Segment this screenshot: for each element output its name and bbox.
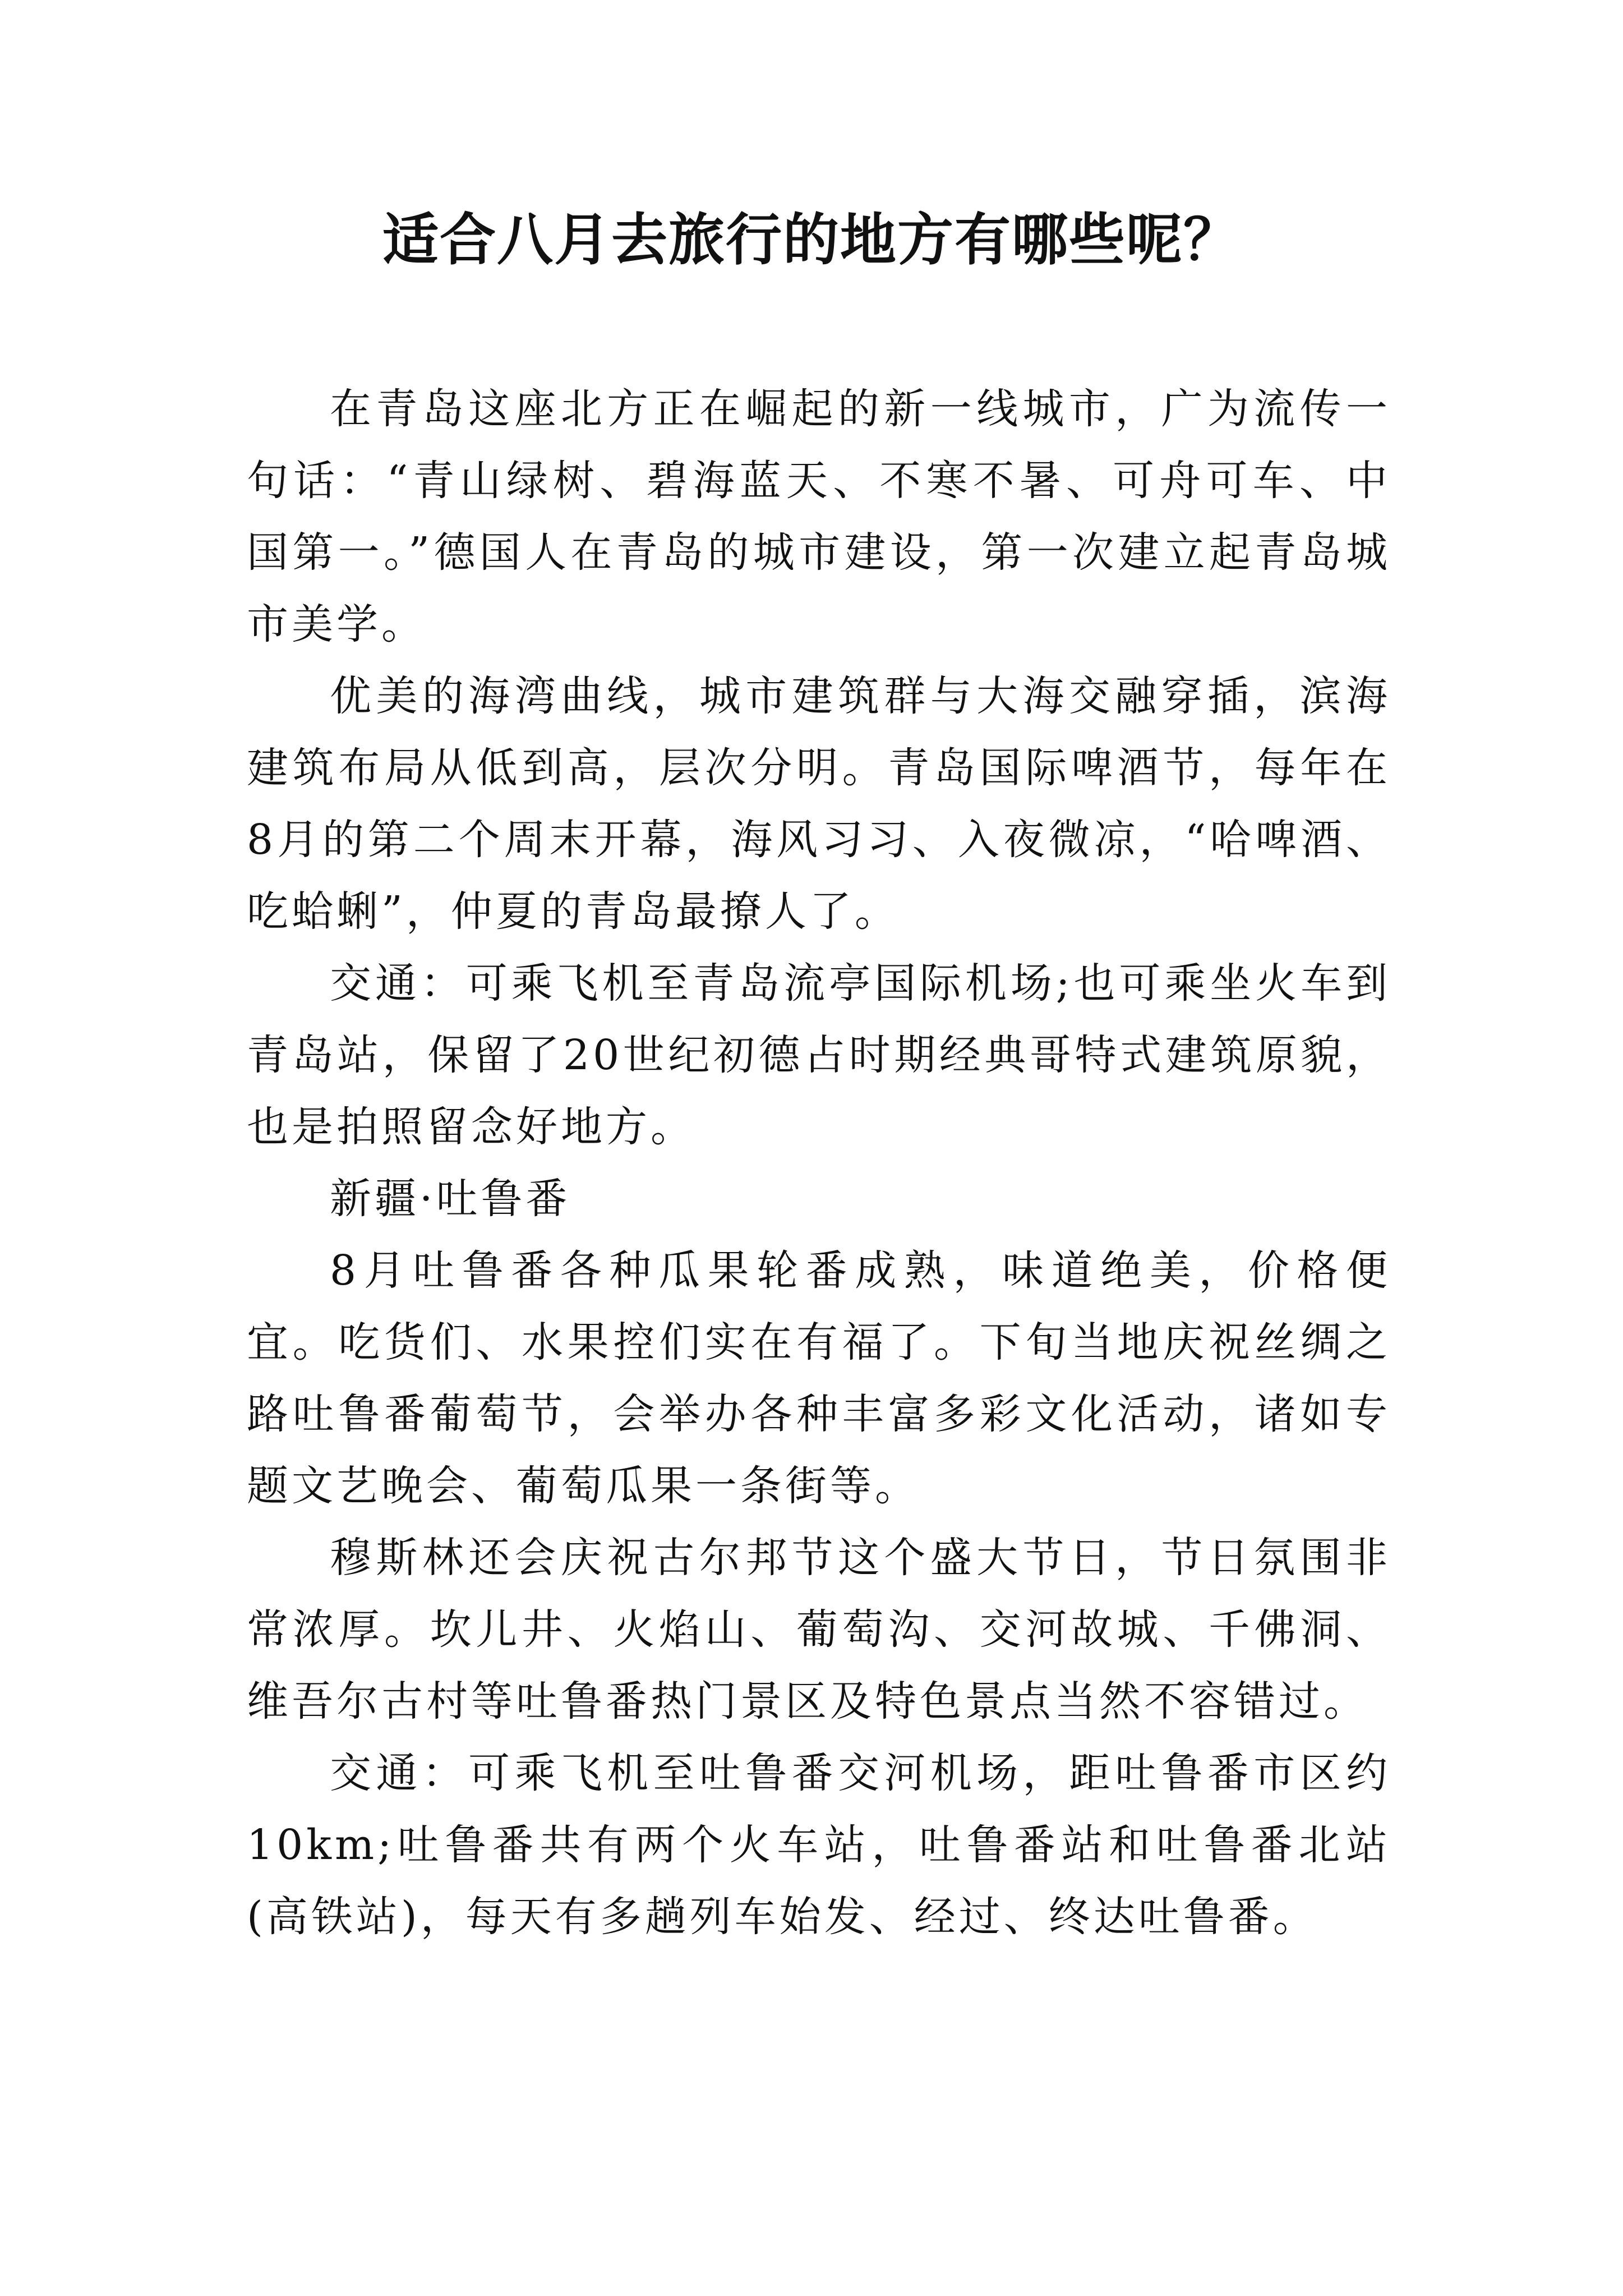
paragraph-qingdao-transport: 交通：可乘飞机至青岛流亭国际机场;也可乘坐火车到青岛站，保留了20世纪初德占时期经典哥特式建筑原貌，也是拍照留念好地方。 (247, 959, 1391, 1151)
paragraph-turpan-festival: 穆斯林还会庆祝古尔邦节这个盛大节日，节日氛围非常浓厚。坎儿井、火焰山、葡萄沟、交河故城、千佛洞、维吾尔古村等吐鲁番热门景区及特色景点当然不容错过。 (247, 1534, 1391, 1726)
section-heading-turpan: 新疆·吐鲁番 (330, 1175, 571, 1223)
paragraph-qingdao-beer-festival: 优美的海湾曲线，城市建筑群与大海交融穿插，滨海建筑布局从低到高，层次分明。青岛国际啤酒节，每年在8月的第二个周末开幕，海风习习、入夜微凉，“哈啤酒、吃蛤蜊”，仲夏的青岛最撩人了。 (247, 672, 1391, 936)
paragraph-qingdao-intro: 在青岛这座北方正在崛起的新一线城市，广为流传一句话：“青山绿树、碧海蓝天、不寒不暑、可舟可车、中国第一。”德国人在青岛的城市建设，第一次建立起青岛城市美学。 (247, 385, 1391, 648)
paragraph-turpan-transport: 交通：可乘飞机至吐鲁番交河机场，距吐鲁番市区约10km;吐鲁番共有两个火车站，吐鲁番站和吐鲁番北站(高铁站)，每天有多趟列车始发、经过、终达吐鲁番。 (247, 1749, 1391, 1941)
document-title: 适合八月去旅行的地方有哪些呢？ (382, 206, 1241, 273)
paragraph-turpan-fruit: 8月吐鲁番各种瓜果轮番成熟，味道绝美，价格便宜。吃货们、水果控们实在有福了。下旬当地庆祝丝绸之路吐鲁番葡萄节，会举办各种丰富多彩文化活动，诸如专题文艺晚会、葡萄瓜果一条街等。 (247, 1246, 1391, 1510)
document-body (247, 373, 1391, 1953)
